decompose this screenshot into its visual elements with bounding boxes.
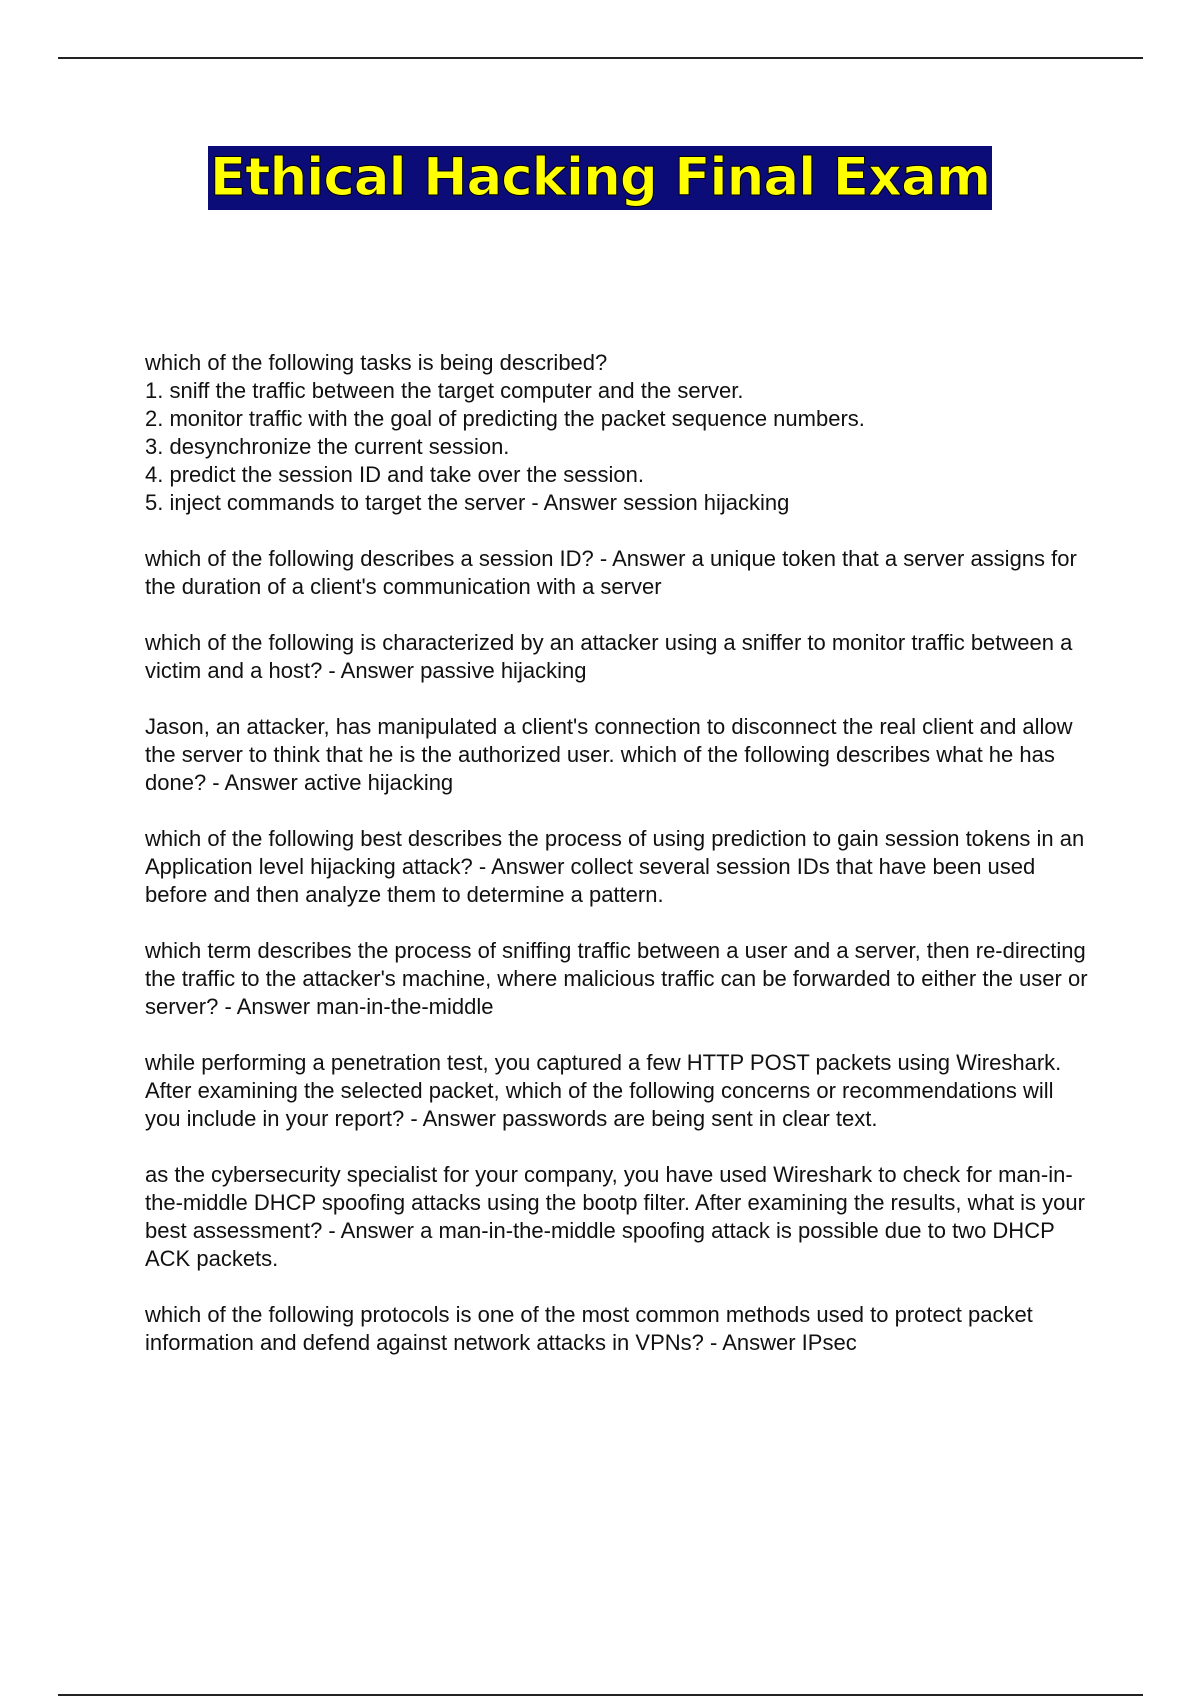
question-block-8 xyxy=(145,1161,1095,1273)
question-block-9 xyxy=(145,1301,1095,1357)
question-line: which of the following tasks is being described? xyxy=(145,350,608,375)
question-block-4 xyxy=(145,713,1095,797)
question-line: 5. inject commands to target the server - Answer session hijacking xyxy=(145,490,790,515)
question-line: 4. predict the session ID and take over the session. xyxy=(145,462,644,487)
question-text: which term describes the process of sniffing traffic between a user and a server, then re-directing the traffic to the attacker's machine, where malicious traffic can be forwarded to either the user or server? - Answer man-in-the-middle xyxy=(145,938,1088,1019)
question-block-5 xyxy=(145,825,1095,909)
question-block-1 xyxy=(145,349,1095,517)
question-block-7 xyxy=(145,1049,1095,1133)
question-text: while performing a penetration test, you captured a few HTTP POST packets using Wireshark. After examining the selected packet, which of the following concerns or recommendations will you include in your report? - Answer passwords are being sent in clear text. xyxy=(145,1050,1062,1131)
page-title: Ethical Hacking Final Exam xyxy=(209,147,991,208)
question-text: which of the following protocols is one of the most common methods used to protect packet information and defend against network attacks in VPNs? - Answer IPsec xyxy=(145,1302,1033,1355)
question-line: 2. monitor traffic with the goal of predicting the packet sequence numbers. xyxy=(145,406,865,431)
question-text: which of the following best describes the process of using prediction to gain session tokens in an Application level hijacking attack? - Answer collect several session IDs that have been used before and then analyze them to determine a pattern. xyxy=(145,826,1085,907)
top-divider xyxy=(58,57,1143,59)
question-text: Jason, an attacker, has manipulated a client's connection to disconnect the real client and allow the server to think that he is the authorized user. which of the following describes what he has done? - Answer active hijacking xyxy=(145,714,1073,795)
question-block-2 xyxy=(145,545,1095,601)
question-line: 1. sniff the traffic between the target computer and the server. xyxy=(145,378,744,403)
bottom-divider xyxy=(58,1694,1143,1696)
title-banner xyxy=(0,146,1200,210)
question-text: which of the following is characterized by an attacker using a sniffer to monitor traffic between a victim and a host? - Answer passive hijacking xyxy=(145,630,1073,683)
question-line: 3. desynchronize the current session. xyxy=(145,434,510,459)
question-text: which of the following describes a session ID? - Answer a unique token that a server assigns for the duration of a client's communication with a server xyxy=(145,546,1077,599)
question-text: as the cybersecurity specialist for your company, you have used Wireshark to check for man-in-the-middle DHCP spoofing attacks using the bootp filter. After examining the results, what is your best assessment? - Answer a man-in-the-middle spoofing attack is possible due to two DHCP ACK packets. xyxy=(145,1162,1085,1271)
question-block-3 xyxy=(145,629,1095,685)
question-block-6 xyxy=(145,937,1095,1021)
question-list xyxy=(145,349,1095,1385)
